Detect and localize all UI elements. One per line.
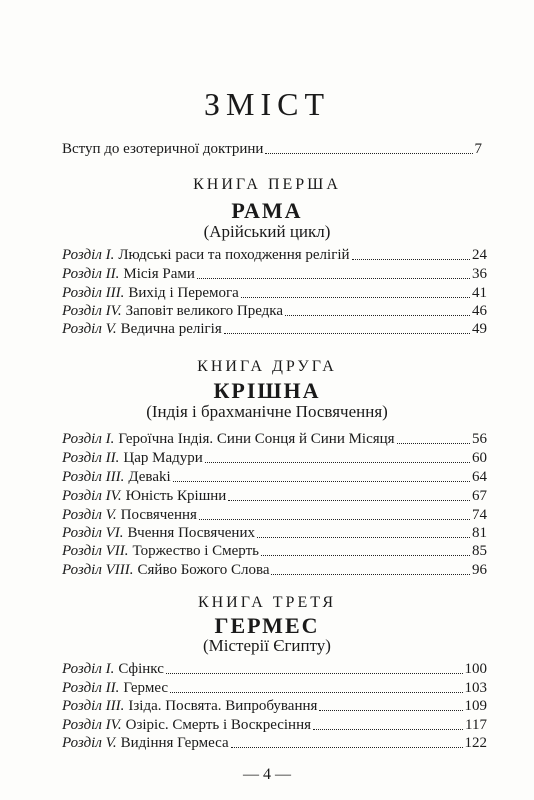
chapter-number: Розділ III.	[62, 469, 125, 485]
chapter-title: Місія Рами	[123, 266, 195, 282]
chapter-number: Розділ IV.	[62, 303, 122, 319]
chapter-number: Розділ V.	[62, 507, 117, 523]
dot-leader	[319, 698, 462, 711]
toc-entry	[62, 487, 487, 505]
chapter-title: Торжество і Смерть	[132, 543, 259, 559]
chapter-title: Вчення Посвячених	[127, 525, 255, 541]
chapter-page: 74	[472, 507, 487, 523]
dot-leader	[241, 285, 470, 298]
chapter-number: Розділ VI.	[62, 525, 124, 541]
toc-entry	[62, 246, 487, 264]
toc-entry	[62, 524, 487, 542]
chapter-page: 109	[464, 698, 487, 714]
dot-leader	[197, 266, 470, 279]
chapter-number: Розділ III.	[62, 698, 125, 714]
chapter-title: Сфінкс	[118, 661, 164, 677]
book-title: РАМА	[231, 198, 303, 223]
book-label: КНИГА ДРУГА	[197, 358, 337, 375]
page-title: ЗМІСТ	[203, 86, 331, 122]
chapter-page: 41	[472, 285, 487, 301]
entry-title: Вступ до езотеричної доктрини	[62, 141, 264, 157]
chapter-number: Розділ V.	[62, 321, 117, 337]
chapter-page: 24	[472, 247, 487, 263]
dot-leader	[166, 661, 463, 674]
dot-leader	[205, 450, 470, 463]
dot-leader	[397, 431, 470, 444]
chapter-number: Розділ IV.	[62, 488, 122, 504]
chapter-page: 81	[472, 525, 487, 541]
chapter-page: 122	[464, 735, 487, 751]
chapter-title: Цар Мадури	[123, 450, 203, 466]
toc-entry	[62, 679, 487, 697]
toc-entry	[62, 697, 487, 715]
chapter-page: 46	[472, 303, 487, 319]
dot-leader	[224, 321, 470, 334]
dot-leader	[173, 469, 470, 482]
dot-leader	[257, 525, 470, 538]
dot-leader	[313, 717, 463, 730]
book-subtitle: (Арійський цикл)	[203, 222, 331, 241]
chapter-number: Розділ I.	[62, 661, 115, 677]
chapter-page: 49	[472, 321, 487, 337]
chapter-page: 85	[472, 543, 487, 559]
book-label: КНИГА ТРЕТЯ	[197, 594, 337, 611]
dot-leader	[352, 247, 470, 260]
chapter-title: Вихід і Перемога	[128, 285, 239, 301]
chapter-title: Ведична релігія	[120, 321, 222, 337]
toc-entry-intro	[62, 140, 482, 158]
chapter-number: Розділ II.	[62, 680, 120, 696]
toc-entry	[62, 468, 487, 486]
toc-entry	[62, 506, 487, 524]
toc-entry	[62, 660, 487, 678]
dot-leader	[228, 488, 470, 501]
chapter-title: Сяйво Божого Слова	[137, 562, 270, 578]
chapter-page: 36	[472, 266, 487, 282]
toc-entry	[62, 734, 487, 752]
chapter-title: Героїчна Індія. Сини Сонця й Сини Місяця	[118, 431, 395, 447]
chapter-title: Гермес	[123, 680, 169, 696]
chapter-number: Розділ I.	[62, 431, 115, 447]
chapter-page: 103	[464, 680, 487, 696]
dot-leader	[265, 141, 472, 154]
chapter-title: Людські раси та походження релігій	[118, 247, 350, 263]
chapter-number: Розділ VII.	[62, 543, 129, 559]
chapter-title: Посвячення	[120, 507, 197, 523]
book-title: КРІШНА	[213, 378, 321, 403]
book-label: КНИГА ПЕРША	[193, 176, 341, 193]
chapter-page: 64	[472, 469, 487, 485]
chapter-page: 117	[465, 717, 487, 733]
dot-leader	[285, 303, 470, 316]
chapter-title: Видіння Гермеса	[120, 735, 229, 751]
dot-leader	[271, 562, 470, 575]
chapter-page: 60	[472, 450, 487, 466]
toc-entry	[62, 302, 487, 320]
chapter-page: 96	[472, 562, 487, 578]
chapter-title: Озіріс. Смерть і Воскресіння	[125, 717, 312, 733]
chapter-number: Розділ I.	[62, 247, 115, 263]
chapter-title: Ізіда. Посвята. Випробування	[128, 698, 318, 714]
toc-entry	[62, 716, 487, 734]
page-number: — 4 —	[243, 766, 291, 783]
chapter-number: Розділ IV.	[62, 717, 122, 733]
dot-leader	[261, 543, 470, 556]
dot-leader	[170, 680, 462, 693]
book-subtitle: (Містерії Єгипту)	[203, 636, 331, 655]
chapter-page: 56	[472, 431, 487, 447]
toc-entry	[62, 284, 487, 302]
toc-entry	[62, 320, 487, 338]
toc-entry	[62, 430, 487, 448]
toc-entry	[62, 542, 487, 560]
chapter-number: Розділ V.	[62, 735, 117, 751]
chapter-title: Юність Крішни	[125, 488, 227, 504]
chapter-number: Розділ VIII.	[62, 562, 134, 578]
chapter-title: Деваki	[128, 469, 171, 485]
book-title: ГЕРМЕС	[214, 613, 320, 638]
toc-entry	[62, 265, 487, 283]
entry-page: 7	[474, 141, 482, 157]
chapter-title: Заповіт великого Предка	[125, 303, 284, 319]
chapter-number: Розділ II.	[62, 450, 120, 466]
chapter-number: Розділ III.	[62, 285, 125, 301]
toc-entry	[62, 449, 487, 467]
dot-leader	[199, 507, 470, 520]
chapter-page: 67	[472, 488, 487, 504]
toc-entry	[62, 561, 487, 579]
chapter-number: Розділ II.	[62, 266, 120, 282]
book-subtitle: (Індія і брахманічне Посвячення)	[146, 402, 388, 421]
dot-leader	[231, 735, 463, 748]
chapter-page: 100	[464, 661, 487, 677]
